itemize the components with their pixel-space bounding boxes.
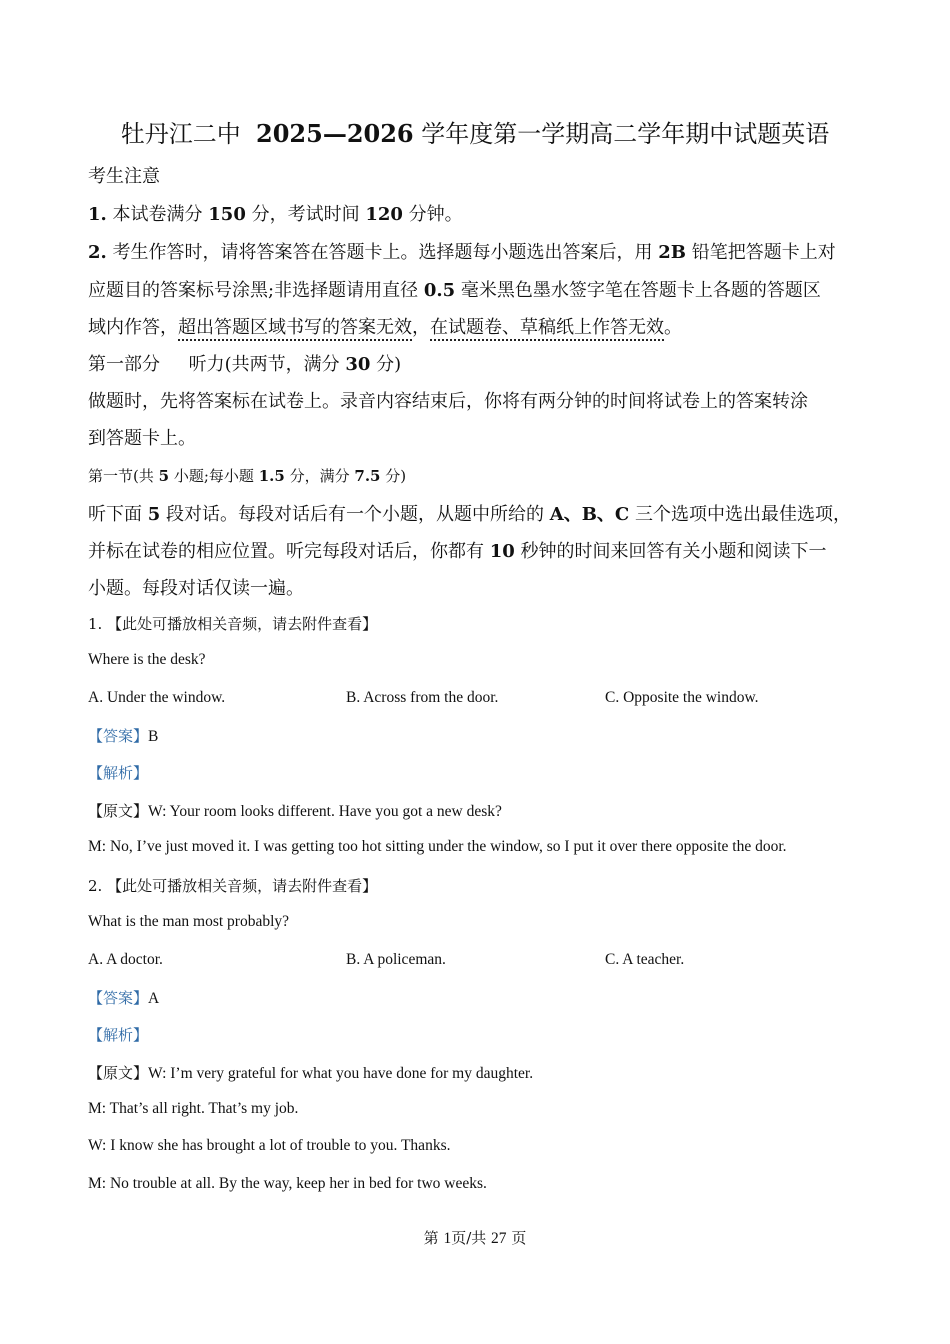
- footer-page-number: 1: [443, 1230, 452, 1247]
- q2-option-c[interactable]: C. A teacher.: [605, 951, 685, 968]
- notice-heading: 考生注意: [88, 166, 160, 187]
- footer-total-pages: 27: [491, 1230, 507, 1247]
- q2-answer: [88, 987, 159, 1008]
- part1-intro-line-1: 做题时，先将答案标在试卷上。录音内容结束后，你将有两分钟的时间将试卷上的答案转涂: [88, 391, 808, 412]
- section1-instructions-line-2: 并标在试卷的相应位置。听完每段对话后，你都有 10 秒钟的时间来回答有关小题和阅读下一: [88, 541, 827, 562]
- q1-answer-value: B: [148, 728, 159, 745]
- q1-answer-label: 【答案】: [88, 727, 149, 745]
- q2-analysis-label: 【解析】: [88, 1026, 149, 1044]
- notice-item-2-line-3: 域内作答，超出答题区域书写的答案无效，在试题卷、草稿纸上作答无效。: [88, 317, 682, 338]
- q2-transcript-line-4: M: No trouble at all. By the way, keep her in bed for two weeks.: [88, 1175, 487, 1192]
- page-title: [0, 114, 950, 149]
- emphasis-invalid-draft: 在试题卷、草稿纸上作答无效: [430, 317, 664, 338]
- title-school: 牡丹江二中: [120, 120, 241, 148]
- q1-option-a[interactable]: A. Under the window.: [88, 689, 226, 706]
- q1-transcript-label: 【原文】: [88, 802, 149, 820]
- notice-item-2-line-1: 2. 考生作答时，请将答案答在答题卡上。选择题每小题选出答案后，用 2B 铅笔把答题卡上对: [88, 242, 836, 263]
- q2-answer-label: 【答案】: [88, 989, 149, 1007]
- q1-option-c[interactable]: C. Opposite the window.: [605, 689, 759, 706]
- q2-answer-value: A: [148, 990, 160, 1007]
- page-footer: 第 1页/共 27 页: [423, 1229, 527, 1247]
- q2-option-a[interactable]: A. A doctor.: [88, 951, 163, 968]
- title-years: 2025—2026: [256, 119, 414, 148]
- q1-option-b[interactable]: B. Across from the door.: [346, 689, 499, 706]
- emphasis-invalid-area: 超出答题区域书写的答案无效: [178, 317, 412, 338]
- q2-transcript-line-3: W: I know she has brought a lot of trouble to you. Thanks.: [88, 1137, 451, 1154]
- section1-instructions-line-3: 小题。每段对话仅读一遍。: [88, 578, 304, 599]
- section1-instructions-line-1: 听下面 5 段对话。每段对话后有一个小题，从题中所给的 A、B、C 三个选项中选出最佳选项，: [88, 504, 851, 525]
- notice-item-1: 1. 本试卷满分 150 分，考试时间 120 分钟。: [88, 204, 463, 225]
- q1-answer: [88, 725, 158, 746]
- q2-question: What is the man most probably?: [88, 913, 290, 930]
- q2-audio-link[interactable]: 【此处可播放相关音频，请去附件查看】: [107, 877, 378, 895]
- q1-transcript-line-1: 【原文】W: Your room looks different. Have you got a new desk?: [88, 802, 502, 820]
- q2-transcript-line-1: 【原文】W: I’m very grateful for what you have done for my daughter.: [88, 1064, 534, 1082]
- part1-intro-line-2: 到答题卡上。: [88, 428, 196, 449]
- title-rest: 学年度第一学期高二学年期中试题英语: [421, 120, 830, 148]
- part1-heading: 第一部分 听力(共两节，满分 30 分): [88, 354, 402, 375]
- q2-transcript-line-2: M: That’s all right. That’s my job.: [88, 1100, 299, 1117]
- q1-audio-link[interactable]: 【此处可播放相关音频，请去附件查看】: [107, 615, 378, 633]
- notice-item-2-line-2: 应题目的答案标号涂黑;非选择题请用直径 0.5 毫米黑色墨水签字笔在答题卡上各题的答题区: [88, 280, 821, 301]
- q1-analysis-label: 【解析】: [88, 764, 149, 782]
- q1-transcript-line-2: M: No, I’ve just moved it. I was getting too hot sitting under the window, so I put it over there opposite the door.: [88, 838, 787, 855]
- q2-transcript-label: 【原文】: [88, 1064, 149, 1082]
- section1-heading: 第一节(共 5 小题;每小题 1.5 分，满分 7.5 分): [88, 467, 407, 485]
- q2-audio-note: [88, 875, 377, 896]
- q1-question: Where is the desk?: [88, 651, 206, 668]
- q1-audio-note: [88, 613, 377, 634]
- q1-number: 1.: [88, 615, 103, 633]
- q2-option-b[interactable]: B. A policeman.: [346, 951, 446, 968]
- q2-number: 2.: [88, 877, 103, 895]
